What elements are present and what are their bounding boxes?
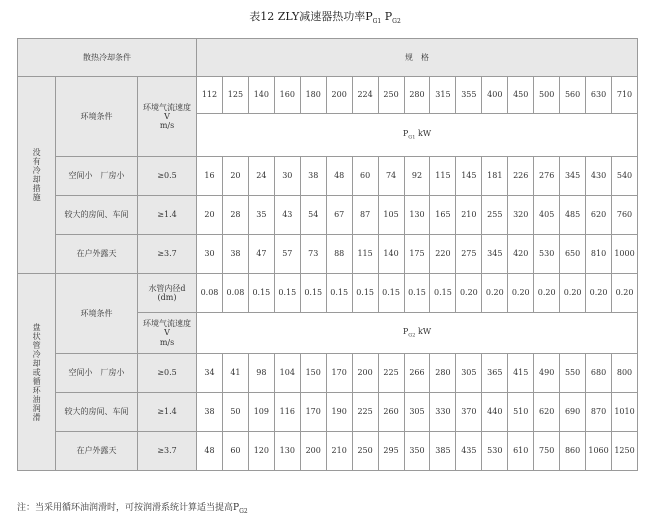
power-cell: 48 <box>197 432 223 471</box>
spec-cell: 500 <box>534 77 560 114</box>
power-cell: 255 <box>482 196 508 235</box>
thermal-power-table <box>17 38 638 471</box>
spec-cell: 160 <box>274 77 300 114</box>
spec-cell: 200 <box>326 77 352 114</box>
power-cell: 810 <box>586 235 612 274</box>
power-cell: 1010 <box>612 393 638 432</box>
power-cell: 98 <box>248 354 274 393</box>
pipe-diameter-cell: 0.20 <box>508 274 534 313</box>
power-cell: 620 <box>534 393 560 432</box>
power-cell: 38 <box>222 235 248 274</box>
spec-cell: 250 <box>378 77 404 114</box>
power-cell: 530 <box>482 432 508 471</box>
no-cooling-unit <box>197 114 638 157</box>
power-cell: 226 <box>508 157 534 196</box>
power-cell: 30 <box>274 157 300 196</box>
spec-cell: 280 <box>404 77 430 114</box>
power-cell: 104 <box>274 354 300 393</box>
spec-cell: 112 <box>197 77 223 114</box>
spec-cell: 400 <box>482 77 508 114</box>
table-row <box>18 235 638 274</box>
power-cell: 800 <box>612 354 638 393</box>
power-cell: 67 <box>326 196 352 235</box>
power-cell: 120 <box>248 432 274 471</box>
condition-cell: 较大的房间、车间 <box>56 196 138 235</box>
power-cell: 415 <box>508 354 534 393</box>
power-cell: 345 <box>560 157 586 196</box>
power-cell: 1250 <box>612 432 638 471</box>
power-cell: 610 <box>508 432 534 471</box>
pipe-diameter-cell: 0.15 <box>378 274 404 313</box>
power-cell: 250 <box>352 432 378 471</box>
power-cell: 365 <box>482 354 508 393</box>
power-cell: 145 <box>456 157 482 196</box>
power-cell: 175 <box>404 235 430 274</box>
power-cell: 385 <box>430 432 456 471</box>
power-cell: 650 <box>560 235 586 274</box>
power-cell: 60 <box>352 157 378 196</box>
pipe-diameter-cell: 0.20 <box>456 274 482 313</box>
airflow-cell: ≥3.7 <box>138 432 197 471</box>
airflow-cell: ≥1.4 <box>138 393 197 432</box>
power-cell: 200 <box>352 354 378 393</box>
power-cell: 690 <box>560 393 586 432</box>
power-cell: 170 <box>326 354 352 393</box>
power-cell: 440 <box>482 393 508 432</box>
power-cell: 305 <box>404 393 430 432</box>
pipe-diameter-cell: 0.08 <box>197 274 223 313</box>
spec-cell: 560 <box>560 77 586 114</box>
power-cell: 220 <box>430 235 456 274</box>
power-cell: 370 <box>456 393 482 432</box>
pipe-diameter-cell: 0.20 <box>534 274 560 313</box>
table-row <box>18 196 638 235</box>
condition-cell: 空间小 厂房小 <box>56 157 138 196</box>
power-cell: 38 <box>197 393 223 432</box>
spec-cell: 125 <box>222 77 248 114</box>
power-cell: 750 <box>534 432 560 471</box>
power-cell: 550 <box>560 354 586 393</box>
power-cell: 266 <box>404 354 430 393</box>
power-cell: 38 <box>300 157 326 196</box>
power-cell: 870 <box>586 393 612 432</box>
spec-cell: 710 <box>612 77 638 114</box>
power-cell: 350 <box>404 432 430 471</box>
power-cell: 490 <box>534 354 560 393</box>
header-specs: 规 格 <box>197 39 638 77</box>
power-cell: 130 <box>274 432 300 471</box>
spec-cell: 180 <box>300 77 326 114</box>
power-cell: 225 <box>378 354 404 393</box>
pipe-diameter-cell: 0.15 <box>430 274 456 313</box>
power-cell: 320 <box>508 196 534 235</box>
power-cell: 109 <box>248 393 274 432</box>
pipe-diameter-cell: 0.15 <box>352 274 378 313</box>
power-cell: 280 <box>430 354 456 393</box>
spec-cell: 224 <box>352 77 378 114</box>
spec-cell: 315 <box>430 77 456 114</box>
power-cell: 30 <box>197 235 223 274</box>
pipe-diameter-cell: 0.15 <box>326 274 352 313</box>
power-cell: 345 <box>482 235 508 274</box>
power-cell: 225 <box>352 393 378 432</box>
table-row <box>18 393 638 432</box>
pipe-diameter-cell: 0.15 <box>300 274 326 313</box>
airflow-cell: ≥0.5 <box>138 157 197 196</box>
pipe-diameter-cell: 0.20 <box>560 274 586 313</box>
power-cell: 620 <box>586 196 612 235</box>
spec-cell: 140 <box>248 77 274 114</box>
header-conditions: 散热冷却条件 <box>18 39 197 77</box>
coil-cooling-airflow-label: 环境气流速度 V m/s <box>138 313 197 354</box>
power-cell: 295 <box>378 432 404 471</box>
power-cell: 430 <box>586 157 612 196</box>
power-cell: 16 <box>197 157 223 196</box>
power-cell: 130 <box>404 196 430 235</box>
power-cell: 140 <box>378 235 404 274</box>
no-cooling-env-label: 环境条件 <box>56 77 138 157</box>
unit-subscript: G1 <box>408 134 416 141</box>
power-cell: 115 <box>430 157 456 196</box>
table-row <box>18 354 638 393</box>
pipe-diameter-cell: 0.20 <box>612 274 638 313</box>
airflow-cell: ≥1.4 <box>138 196 197 235</box>
condition-cell: 在户外露天 <box>56 432 138 471</box>
power-cell: 43 <box>274 196 300 235</box>
table-row <box>18 432 638 471</box>
power-cell: 54 <box>300 196 326 235</box>
unit-subscript: G2 <box>408 332 416 339</box>
condition-cell: 空间小 厂房小 <box>56 354 138 393</box>
power-cell: 420 <box>508 235 534 274</box>
power-cell: 760 <box>612 196 638 235</box>
power-cell: 1060 <box>586 432 612 471</box>
power-cell: 1000 <box>612 235 638 274</box>
power-cell: 73 <box>300 235 326 274</box>
power-cell: 305 <box>456 354 482 393</box>
coil-cooling-env-label: 环境条件 <box>56 274 138 354</box>
power-cell: 405 <box>534 196 560 235</box>
power-cell: 540 <box>612 157 638 196</box>
power-cell: 510 <box>508 393 534 432</box>
power-cell: 116 <box>274 393 300 432</box>
no-cooling-airflow-label: 环境气流速度 V m/s <box>138 77 197 157</box>
power-cell: 260 <box>378 393 404 432</box>
power-cell: 41 <box>222 354 248 393</box>
power-cell: 276 <box>534 157 560 196</box>
power-cell: 48 <box>326 157 352 196</box>
power-cell: 74 <box>378 157 404 196</box>
power-cell: 105 <box>378 196 404 235</box>
coil-cooling-unit <box>197 313 638 354</box>
power-cell: 200 <box>300 432 326 471</box>
power-cell: 34 <box>197 354 223 393</box>
power-cell: 181 <box>482 157 508 196</box>
pipe-diameter-cell: 0.20 <box>586 274 612 313</box>
header-row <box>18 39 638 77</box>
condition-cell: 较大的房间、车间 <box>56 393 138 432</box>
power-cell: 92 <box>404 157 430 196</box>
table-title: 表12 ZLY减速器热功率$P_{G1}$ $P_{G2}$ <box>249 10 401 26</box>
condition-cell: 在户外露天 <box>56 235 138 274</box>
power-cell: 485 <box>560 196 586 235</box>
airflow-cell: ≥3.7 <box>138 235 197 274</box>
power-cell: 435 <box>456 432 482 471</box>
power-cell: 680 <box>586 354 612 393</box>
coil-cooling-label: 盘状管冷却或循环油润滑 <box>18 274 56 471</box>
pipe-diameter-cell: 0.15 <box>248 274 274 313</box>
power-cell: 170 <box>300 393 326 432</box>
power-cell: 210 <box>326 432 352 471</box>
power-cell: 20 <box>197 196 223 235</box>
unit-tail: kW <box>415 128 432 138</box>
airflow-cell: ≥0.5 <box>138 354 197 393</box>
pipe-diameter-cell: 0.15 <box>404 274 430 313</box>
power-cell: 530 <box>534 235 560 274</box>
power-cell: 275 <box>456 235 482 274</box>
spec-cell: 355 <box>456 77 482 114</box>
power-cell: 87 <box>352 196 378 235</box>
power-cell: 20 <box>222 157 248 196</box>
no-cooling-spec-row <box>18 77 638 114</box>
power-cell: 57 <box>274 235 300 274</box>
coil-cooling-pipe-label: 水管内径d (dm) <box>138 274 197 313</box>
pipe-diameter-cell: 0.20 <box>482 274 508 313</box>
spec-cell: 630 <box>586 77 612 114</box>
power-cell: 88 <box>326 235 352 274</box>
power-cell: 860 <box>560 432 586 471</box>
no-cooling-label: 没有冷却措施 <box>18 77 56 274</box>
power-cell: 60 <box>222 432 248 471</box>
power-cell: 28 <box>222 196 248 235</box>
power-cell: 115 <box>352 235 378 274</box>
power-cell: 165 <box>430 196 456 235</box>
power-cell: 330 <box>430 393 456 432</box>
power-cell: 190 <box>326 393 352 432</box>
unit-tail: kW <box>415 326 432 336</box>
pipe-diameter-cell: 0.15 <box>274 274 300 313</box>
power-cell: 210 <box>456 196 482 235</box>
unit-symbol: P <box>402 128 409 138</box>
coil-cooling-spec-row <box>18 274 638 313</box>
unit-symbol: P <box>402 326 409 336</box>
pipe-diameter-cell: 0.08 <box>222 274 248 313</box>
power-cell: 24 <box>248 157 274 196</box>
power-cell: 50 <box>222 393 248 432</box>
power-cell: 150 <box>300 354 326 393</box>
power-cell: 47 <box>248 235 274 274</box>
footnote: 注：当采用循环油润滑时，可按润滑系统计算适当提高$P_{G2}$ <box>17 503 248 515</box>
spec-cell: 450 <box>508 77 534 114</box>
power-cell: 35 <box>248 196 274 235</box>
table-row <box>18 157 638 196</box>
